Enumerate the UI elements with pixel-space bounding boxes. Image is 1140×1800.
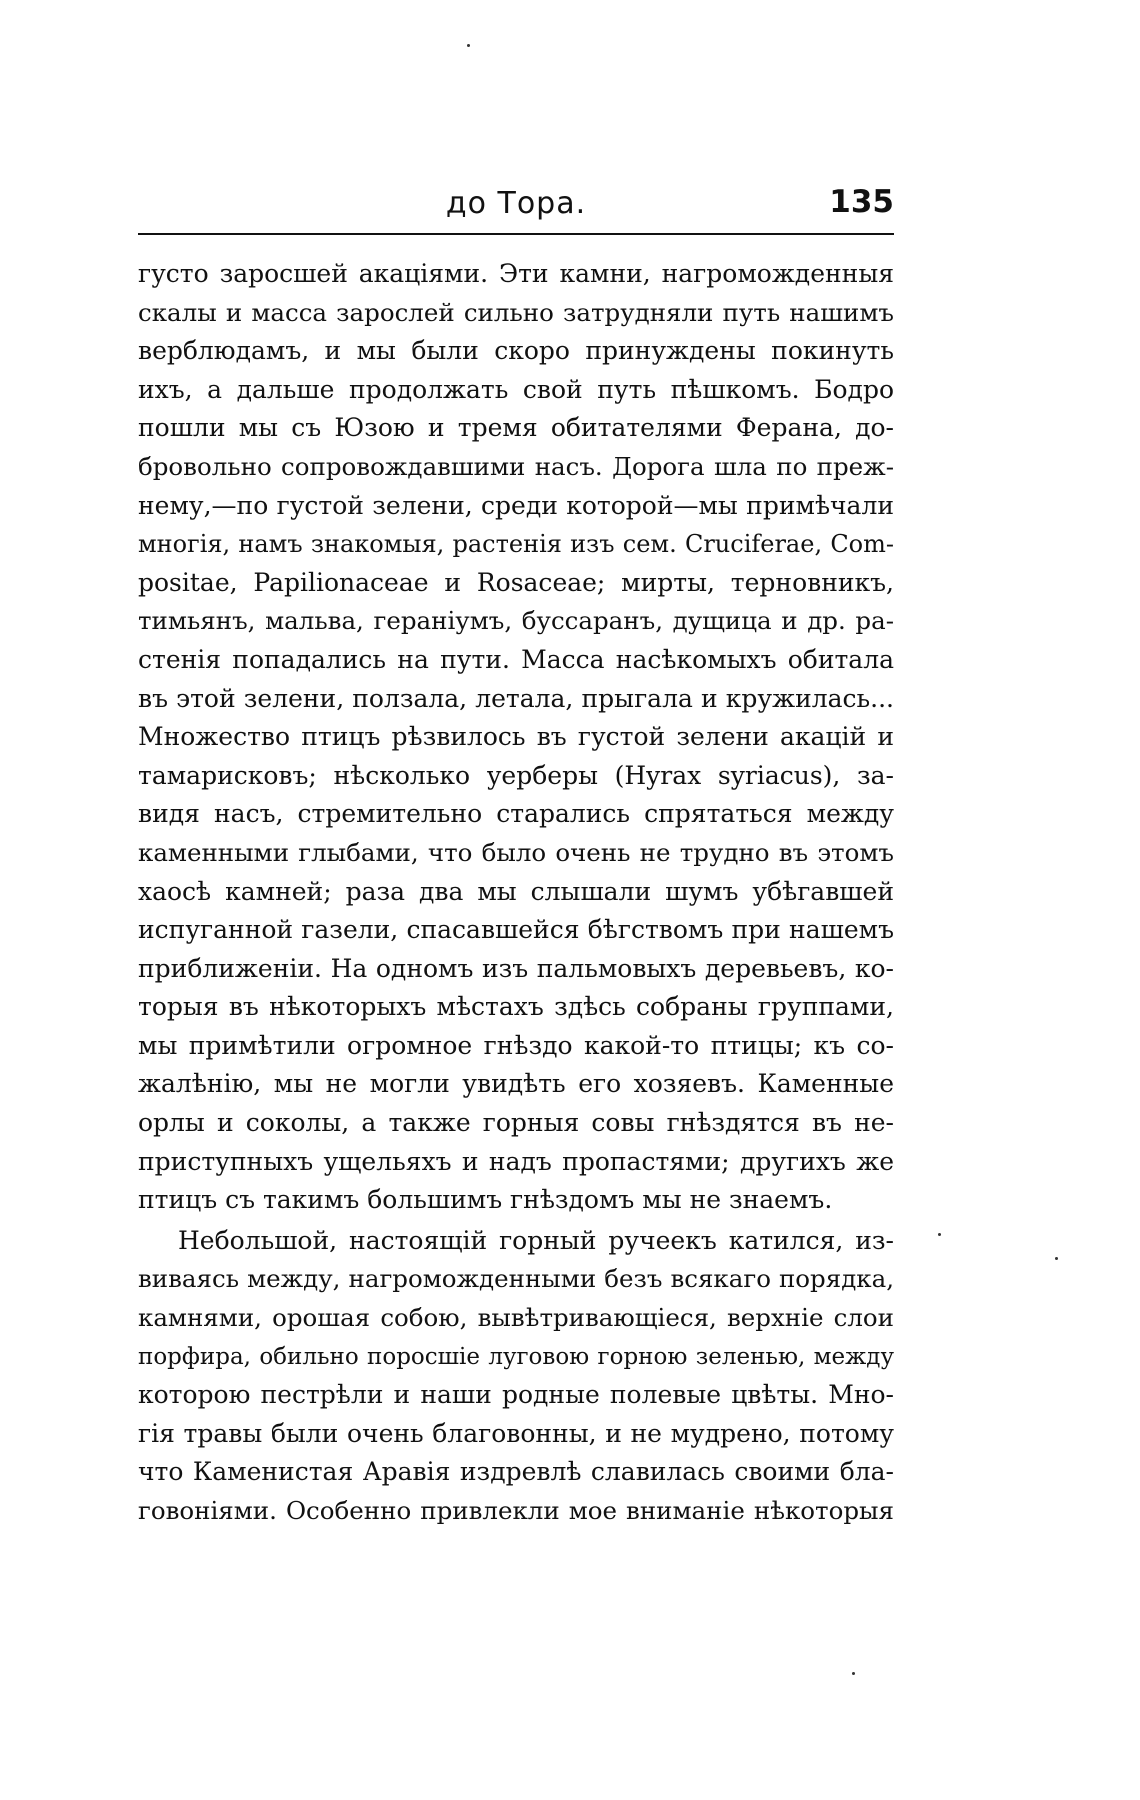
text-line: приближеніи. На одномъ изъ пальмовыхъ деревьевъ, ко- (138, 953, 894, 983)
text-line: верблюдамъ, и мы были скоро принуждены покинуть (138, 336, 894, 366)
text-line: камнями, орошая собою, вывѣтривающіеся, верхніе слои (138, 1303, 894, 1333)
text-line: positae, Papilionaceae и Rosaceae; мирты, терновникъ, (138, 567, 894, 597)
text-line: приступныхъ ущельяхъ и надъ пропастями; другихъ же (138, 1146, 894, 1176)
text-line: многія, намъ знакомыя, растенія изъ сем. Cruciferae, Com- (138, 530, 894, 559)
text-line: стенія попадались на пути. Масса насѣкомыхъ обитала (138, 644, 894, 674)
text-line: въ этой зелени, ползала, летала, прыгала и кружилась... (138, 683, 894, 713)
text-line: Небольшой, настоящій горный ручеекъ катился, из- (178, 1225, 894, 1255)
text-line: виваясь между, нагроможденными безъ всякаго порядка, (138, 1264, 894, 1294)
header-rule (138, 233, 894, 235)
text-line: пошли мы съ Юзою и тремя обитателями Ферана, до- (138, 413, 894, 443)
text-line: тамарисковъ; нѣсколько уерберы (Hyrax syriacus), за- (138, 760, 894, 790)
print-speck (1055, 1257, 1058, 1260)
text-line: испуганной газели, спасавшейся бѣгствомъ при нашемъ (138, 915, 894, 945)
print-speck (938, 1233, 941, 1236)
text-line: хаосѣ камней; раза два мы слышали шумъ убѣгавшей (138, 876, 894, 906)
text-line: каменными глыбами, что было очень не трудно въ этомъ (138, 837, 894, 867)
text-line: птицъ съ такимъ большимъ гнѣздомъ мы не знаемъ. (138, 1185, 833, 1215)
running-head: до Тора. (445, 186, 587, 221)
text-line: говоніями. Особенно привлекли мое вниманіе нѣкоторыя (138, 1496, 894, 1525)
text-line: тимьянъ, мальва, гераніумъ, буссаранъ, дущица и др. ра- (138, 606, 894, 636)
text-line: торыя въ нѣкоторыхъ мѣстахъ здѣсь собраны группами, (138, 992, 894, 1022)
text-line: видя насъ, стремительно старались спрятаться между (138, 799, 894, 829)
page-header (138, 186, 894, 230)
text-line: Множество птицъ рѣзвилось въ густой зелени акацій и (138, 722, 894, 752)
text-line: порфира, обильно поросшіе луговою горною зеленью, между (138, 1343, 894, 1370)
print-speck (852, 1672, 855, 1675)
paragraph (138, 1222, 894, 1531)
text-line: жалѣнію, мы не могли увидѣть его хозяевъ. Каменные (138, 1069, 894, 1099)
text-line: орлы и соколы, а также горныя совы гнѣздятся въ не- (138, 1108, 894, 1138)
text-line: мы примѣтили огромное гнѣздо какой-то птицы; къ со- (138, 1030, 894, 1060)
body-text (138, 255, 894, 1531)
text-line: нему,—по густой зелени, среди которой—мы примѣчали (138, 490, 894, 520)
text-line: густо заросшей акаціями. Эти камни, нагроможденныя (138, 259, 894, 288)
text-line: скалы и масса зарослей сильно затрудняли путь нашимъ (138, 297, 894, 327)
text-line: что Каменистая Аравія издревлѣ славилась своими бла- (138, 1457, 894, 1487)
text-line: гія травы были очень благовонны, и не мудрено, потому (138, 1418, 894, 1448)
text-line: которою пестрѣли и наши родные полевые цвѣты. Мно- (138, 1380, 894, 1410)
page-number: 135 (829, 184, 894, 220)
paragraph (138, 255, 894, 1220)
text-line: бровольно сопровождавшими насъ. Дорога шла по преж- (138, 451, 894, 481)
text-line: ихъ, а дальше продолжать свой путь пѣшкомъ. Бодро (138, 374, 894, 404)
print-speck (467, 44, 470, 47)
